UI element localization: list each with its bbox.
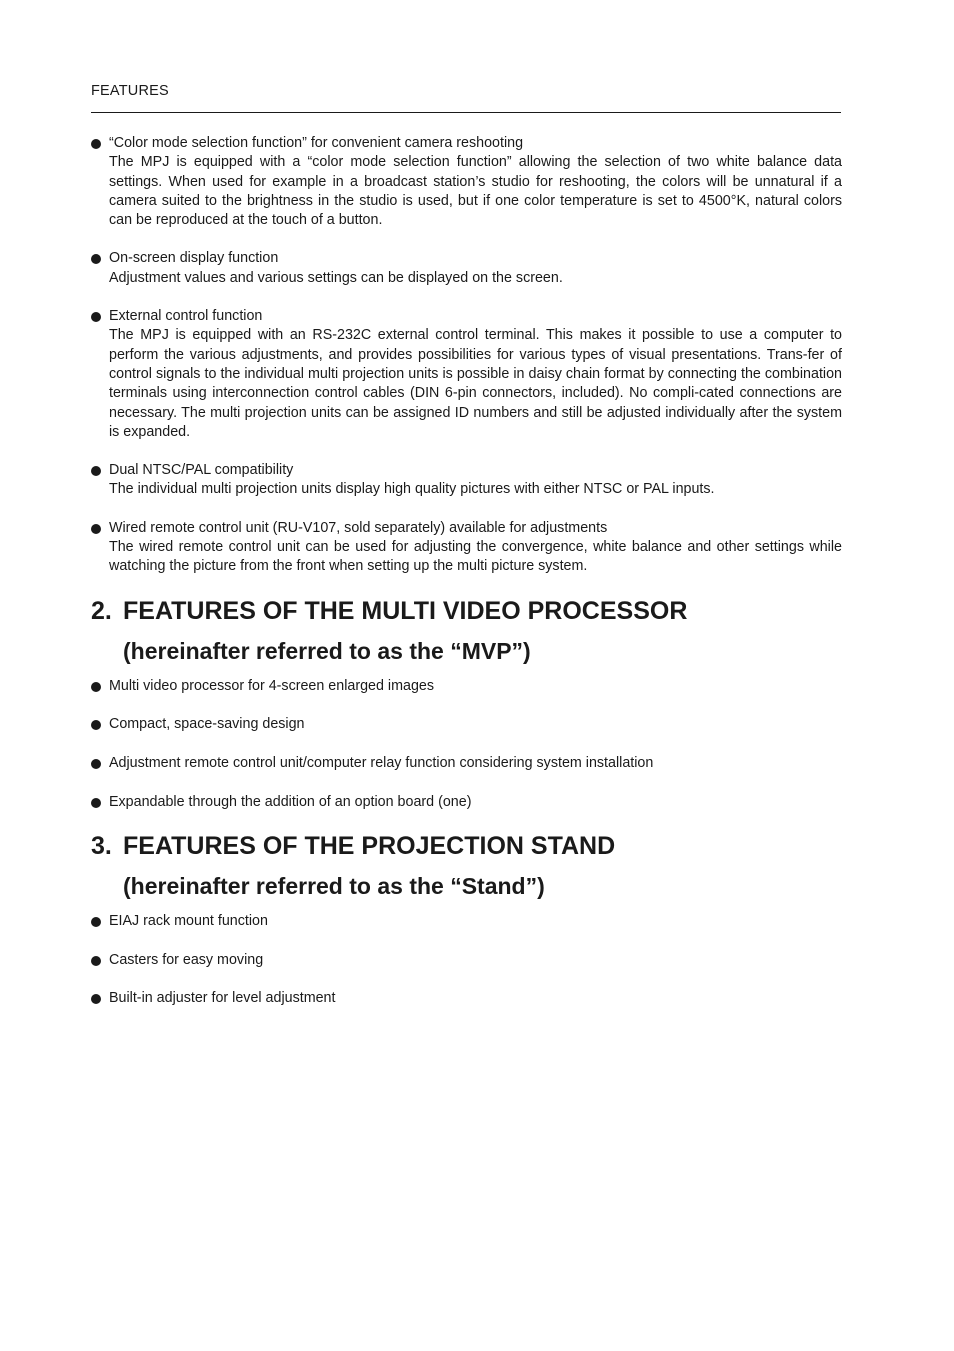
section-number: 2. — [91, 596, 112, 625]
bullet-title: Adjustment remote control unit/computer relay function considering system installation — [109, 755, 654, 772]
bullet-title: Expandable through the addition of an option board (one) — [109, 793, 472, 810]
list-item — [91, 754, 842, 773]
section-heading — [91, 826, 842, 906]
bullet-title: External control function — [109, 308, 263, 325]
bullet-title: Dual NTSC/PAL compatibility — [109, 462, 294, 479]
bullet-dot-icon — [91, 524, 101, 534]
bullet-item-color-mode — [91, 134, 842, 230]
list-item — [91, 951, 842, 970]
bullet-body: The MPJ is equipped with a “color mode selection function” allowing the selection of two white balance data settings. When used for example in a broadcast station’s studio for reshooting, the colors will be unnatural if a camera suited to the brightness in the studio is used, but if one color temperature is set to 4500°K, natural colors can be reproduced at the touch of a button. — [109, 154, 842, 229]
list-item — [91, 912, 842, 931]
bullet-dot-icon — [91, 466, 101, 476]
bullet-dot-icon — [91, 917, 101, 927]
bullet-dot-icon — [91, 759, 101, 769]
section-heading — [91, 591, 842, 671]
section-heading-subtitle: (hereinafter referred to as the “MVP”) — [123, 637, 531, 664]
bullet-title: Casters for easy moving — [109, 951, 264, 968]
bullet-item-wired-remote — [91, 519, 842, 577]
page-content — [91, 134, 842, 1028]
list-item — [91, 677, 842, 696]
bullet-body: The individual multi projection units display high quality pictures with either NTSC or PAL inputs. — [109, 481, 715, 498]
bullet-dot-icon — [91, 956, 101, 966]
section-number: 3. — [91, 832, 112, 860]
bullet-body: The wired remote control unit can be used for adjusting the convergence, white balance and other settings while watching the picture from the front when setting up the multi picture system. — [109, 539, 842, 575]
bullet-dot-icon — [91, 994, 101, 1004]
section-heading-title: FEATURES OF THE PROJECTION STAND — [123, 832, 616, 860]
bullet-item-external-control — [91, 307, 842, 442]
bullet-dot-icon — [91, 798, 101, 808]
bullet-title: Wired remote control unit (RU-V107, sold separately) available for adjustments — [109, 519, 608, 536]
bullet-dot-icon — [91, 139, 101, 149]
bullet-title: EIAJ rack mount function — [109, 913, 268, 929]
bullet-item-dual-ntsc-pal — [91, 461, 842, 500]
section-heading-title: FEATURES OF THE MULTI VIDEO PROCESSOR — [123, 596, 688, 625]
list-item — [91, 989, 842, 1008]
list-item — [91, 715, 842, 734]
bullet-dot-icon — [91, 682, 101, 692]
list-item — [91, 793, 842, 812]
bullet-title: “Color mode selection function” for convenient camera reshooting — [109, 135, 524, 151]
bullet-dot-icon — [91, 254, 101, 264]
bullet-title: Built-in adjuster for level adjustment — [109, 990, 336, 1007]
bullet-title: Compact, space-saving design — [109, 716, 305, 733]
bullet-dot-icon — [91, 312, 101, 322]
section-heading-subtitle: (hereinafter referred to as the “Stand”) — [123, 873, 545, 899]
bullet-item-on-screen-display — [91, 249, 842, 288]
header-rule — [91, 112, 841, 113]
bullet-body: Adjustment values and various settings can be displayed on the screen. — [109, 269, 563, 286]
bullet-title: On-screen display function — [109, 250, 279, 267]
section-stand — [91, 826, 842, 1009]
bullet-title: Multi video processor for 4-screen enlarged images — [109, 677, 435, 694]
section-mvp — [91, 591, 842, 812]
bullet-dot-icon — [91, 720, 101, 730]
bullet-body: The MPJ is equipped with an RS-232C external control terminal. This makes it possible to use a computer to perform the various adjustments, and provides possibilities for various types of visual presentations. Trans-fer of control signals to the individual multi projection units is possible in daisy chain format by connecting the combination terminals using interconnection control cables (DIN 6-pin connectors, included). No compli-cated connections are necessary. The multi projection units can be assigned ID numbers and still be adjusted individually after the system is expanded. — [109, 327, 842, 440]
running-header: FEATURES — [91, 83, 169, 99]
